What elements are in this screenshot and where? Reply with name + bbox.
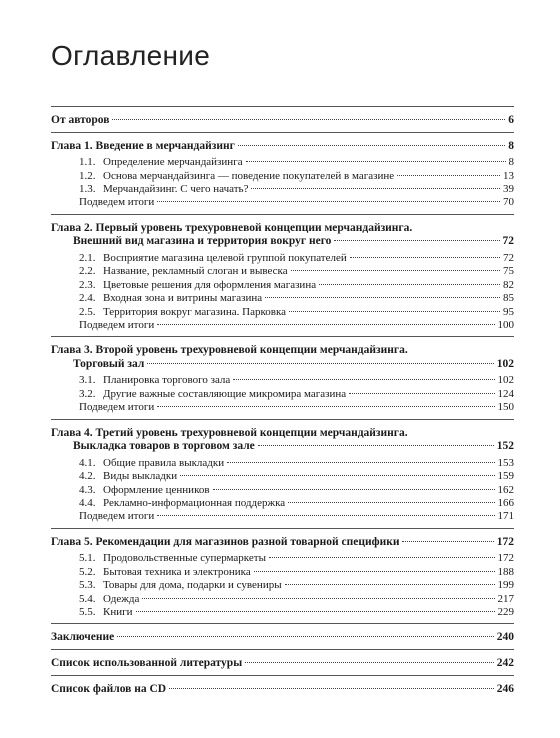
page-number: 242 bbox=[496, 656, 514, 669]
toc-summary[interactable] bbox=[51, 510, 514, 523]
dot-leader bbox=[213, 489, 495, 490]
toc-section-cd-files bbox=[51, 675, 514, 697]
dot-leader bbox=[265, 297, 500, 298]
toc-section-chapter-5 bbox=[51, 528, 514, 624]
chapter-heading-line[interactable]: Глава 2. Первый уровень трехуровневой концепции мерчандайзинга. bbox=[51, 221, 413, 234]
toc-subentry[interactable] bbox=[51, 170, 514, 183]
toc-subentry[interactable] bbox=[51, 497, 514, 510]
page-number: 72 bbox=[502, 235, 514, 248]
page-number: 72 bbox=[503, 251, 514, 264]
page-number: 39 bbox=[503, 182, 514, 195]
page-number: 85 bbox=[503, 292, 514, 305]
subentry-number: 2.4. bbox=[79, 292, 96, 305]
toc-chapter-heading[interactable] bbox=[51, 440, 514, 454]
entry-title: Торговый зал bbox=[73, 357, 145, 370]
page-number: 150 bbox=[497, 401, 514, 414]
subentry-number: 4.2. bbox=[79, 470, 96, 483]
dot-leader bbox=[288, 502, 494, 503]
toc-subentry[interactable] bbox=[51, 566, 514, 579]
page-number: 246 bbox=[496, 682, 514, 695]
subentry-number: 2.3. bbox=[79, 278, 96, 291]
subentry-title: Продовольственные супермаркеты bbox=[103, 552, 266, 565]
toc-subentry[interactable] bbox=[51, 470, 514, 483]
toc-chapter-heading[interactable] bbox=[51, 358, 514, 372]
entry-title: Выкладка товаров в торговом зале bbox=[73, 440, 255, 453]
toc-section-conclusion bbox=[51, 623, 514, 649]
page-number: 153 bbox=[497, 456, 514, 469]
dot-leader bbox=[289, 311, 500, 312]
summary-title: Подведем итоги bbox=[79, 196, 155, 209]
dot-leader bbox=[157, 406, 494, 407]
toc-chapter-heading[interactable] bbox=[51, 140, 514, 154]
toc-subentry[interactable] bbox=[51, 252, 514, 265]
toc-subentry[interactable] bbox=[51, 484, 514, 497]
dot-leader bbox=[349, 393, 494, 394]
subentry-title: Рекламно-информационная поддержка bbox=[103, 497, 286, 509]
page-number: 171 bbox=[497, 510, 514, 523]
page-title: Оглавление bbox=[51, 40, 211, 71]
subentry-number: 1.2. bbox=[79, 169, 96, 182]
subentry-number: 5.2. bbox=[79, 565, 96, 578]
toc-section-chapter-3 bbox=[51, 336, 514, 418]
subentry-title: Основа мерчандайзинга — поведение покупателей в магазине bbox=[103, 169, 395, 182]
summary-title: Подведем итоги bbox=[79, 510, 155, 523]
dot-leader bbox=[246, 161, 506, 162]
toc-section-chapter-4 bbox=[51, 419, 514, 528]
toc-subentry[interactable] bbox=[51, 606, 514, 619]
dot-leader bbox=[350, 257, 500, 258]
toc-subentry[interactable] bbox=[51, 265, 514, 278]
dot-leader bbox=[117, 636, 494, 637]
page-number: 13 bbox=[503, 169, 514, 182]
subentry-title: Планировка торгового зала bbox=[103, 374, 231, 387]
toc-subentry[interactable] bbox=[51, 183, 514, 196]
subentry-number: 2.1. bbox=[79, 251, 96, 264]
page-number: 102 bbox=[496, 357, 514, 370]
dot-leader bbox=[319, 284, 500, 285]
dot-leader bbox=[157, 201, 500, 202]
toc-section-literature bbox=[51, 649, 514, 675]
toc-entry-conclusion[interactable] bbox=[51, 631, 514, 645]
subentry-title: Цветовые решения для оформления магазина bbox=[103, 278, 317, 291]
toc-subentry[interactable] bbox=[51, 579, 514, 592]
subentry-number: 5.4. bbox=[79, 592, 96, 605]
subentry-number: 3.2. bbox=[79, 387, 96, 400]
dot-leader bbox=[334, 240, 499, 241]
chapter-heading-line[interactable]: Глава 3. Второй уровень трехуровневой концепции мерчандайзинга. bbox=[51, 344, 408, 357]
toc-section-authors bbox=[51, 106, 514, 132]
subentry-number: 2.2. bbox=[79, 265, 96, 278]
page-number: 8 bbox=[508, 139, 514, 152]
subentry-number: 2.5. bbox=[79, 305, 96, 318]
entry-title: Список файлов на CD bbox=[51, 682, 167, 695]
toc-summary[interactable] bbox=[51, 319, 514, 332]
subentry-number: 5.1. bbox=[79, 552, 96, 565]
subentry-title: Определение мерчандайзинга bbox=[103, 156, 243, 169]
toc-subentry[interactable] bbox=[51, 156, 514, 169]
toc-section-chapter-1 bbox=[51, 132, 514, 214]
page-number: 166 bbox=[497, 497, 514, 509]
toc-entry-literature[interactable] bbox=[51, 657, 514, 671]
summary-title: Подведем итоги bbox=[79, 401, 155, 414]
subentry-number: 5.5. bbox=[79, 605, 96, 618]
subentry-title: Другие важные составляющие микромира магазина bbox=[103, 387, 347, 400]
toc-subentry[interactable] bbox=[51, 388, 514, 401]
page-number: 95 bbox=[503, 305, 514, 318]
subentry-title: Восприятие магазина целевой группой покупателей bbox=[103, 251, 347, 264]
dot-leader bbox=[169, 688, 494, 689]
subentry-number: 5.3. bbox=[79, 579, 96, 592]
page-number: 152 bbox=[496, 440, 514, 453]
subentry-title: Книги bbox=[103, 605, 133, 618]
page-number: 159 bbox=[497, 470, 514, 483]
dot-leader bbox=[147, 363, 493, 364]
dot-leader bbox=[245, 662, 494, 663]
toc-subentry[interactable] bbox=[51, 374, 514, 387]
entry-title: От авторов bbox=[51, 114, 110, 126]
subentry-title: Одежда bbox=[103, 592, 140, 605]
entry-title: Глава 1. Введение в мерчандайзинг bbox=[51, 139, 235, 152]
subentry-title: Бытовая техника и электроника bbox=[103, 565, 251, 578]
dot-leader bbox=[157, 515, 494, 516]
subentry-title: Мерчандайзинг. С чего начать? bbox=[103, 182, 249, 195]
toc-summary[interactable] bbox=[51, 196, 514, 209]
subentry-number: 4.1. bbox=[79, 456, 96, 469]
toc-subentry[interactable] bbox=[51, 552, 514, 565]
entry-title: Глава 5. Рекомендации для магазинов разной товарной специфики bbox=[51, 535, 400, 548]
page-number: 229 bbox=[497, 605, 514, 618]
chapter-heading-line[interactable]: Глава 4. Третий уровень трехуровневой концепции мерчандайзинга. bbox=[51, 426, 408, 439]
page-number: 70 bbox=[503, 196, 514, 209]
page-number: 82 bbox=[503, 278, 514, 291]
toc-subentry[interactable] bbox=[51, 306, 514, 319]
table-of-contents bbox=[51, 106, 514, 696]
toc-subentry[interactable] bbox=[51, 292, 514, 305]
subentry-title: Общие правила выкладки bbox=[103, 456, 225, 469]
dot-leader bbox=[291, 270, 500, 271]
page-number: 172 bbox=[497, 552, 514, 565]
dot-leader bbox=[258, 445, 494, 446]
dot-leader bbox=[251, 188, 500, 189]
toc-section-chapter-2 bbox=[51, 214, 514, 337]
entry-title: Список использованной литературы bbox=[51, 656, 243, 669]
dot-leader bbox=[142, 598, 494, 599]
dot-leader bbox=[402, 541, 493, 542]
dot-leader bbox=[136, 611, 495, 612]
dot-leader bbox=[397, 175, 500, 176]
toc-entry-authors[interactable] bbox=[51, 114, 514, 128]
dot-leader bbox=[112, 119, 505, 120]
entry-title: Внешний вид магазина и территория вокруг него bbox=[73, 235, 332, 248]
page-number: 100 bbox=[497, 318, 514, 331]
page-number: 124 bbox=[497, 387, 514, 400]
page-number: 6 bbox=[508, 114, 514, 126]
subentry-number: 4.4. bbox=[79, 497, 96, 509]
subentry-number: 3.1. bbox=[79, 374, 96, 387]
toc-chapter-heading[interactable] bbox=[51, 235, 514, 249]
subentry-number: 4.3. bbox=[79, 483, 96, 496]
toc-subentry[interactable] bbox=[51, 279, 514, 292]
subentry-title: Виды выкладки bbox=[103, 470, 178, 483]
dot-leader bbox=[157, 324, 494, 325]
summary-title: Подведем итоги bbox=[79, 318, 155, 331]
toc-subentry[interactable] bbox=[51, 457, 514, 470]
page-number: 188 bbox=[497, 565, 514, 578]
dot-leader bbox=[285, 584, 495, 585]
dot-leader bbox=[180, 475, 494, 476]
page-number: 75 bbox=[503, 265, 514, 278]
subentry-number: 1.1. bbox=[79, 156, 96, 169]
dot-leader bbox=[238, 145, 505, 146]
toc-subentry[interactable] bbox=[51, 593, 514, 606]
entry-title: Заключение bbox=[51, 631, 115, 644]
dot-leader bbox=[233, 379, 494, 380]
page-number: 217 bbox=[497, 592, 514, 605]
page-number: 102 bbox=[497, 374, 514, 387]
subentry-number: 1.3. bbox=[79, 182, 96, 195]
dot-leader bbox=[269, 557, 495, 558]
subentry-title: Товары для дома, подарки и сувениры bbox=[103, 579, 282, 592]
dot-leader bbox=[227, 462, 494, 463]
page-number: 8 bbox=[508, 156, 514, 169]
page-number: 162 bbox=[497, 483, 514, 496]
toc-chapter-heading[interactable] bbox=[51, 536, 514, 550]
page-number: 199 bbox=[497, 579, 514, 592]
subentry-title: Название, рекламный слоган и вывеска bbox=[103, 265, 288, 278]
toc-summary[interactable] bbox=[51, 401, 514, 414]
dot-leader bbox=[254, 571, 495, 572]
subentry-title: Оформление ценников bbox=[103, 483, 210, 496]
subentry-title: Территория вокруг магазина. Парковка bbox=[103, 305, 287, 318]
toc-entry-cd-files[interactable] bbox=[51, 683, 514, 697]
subentry-title: Входная зона и витрины магазина bbox=[103, 292, 263, 305]
page-number: 240 bbox=[496, 631, 514, 644]
page-number: 172 bbox=[496, 535, 514, 548]
